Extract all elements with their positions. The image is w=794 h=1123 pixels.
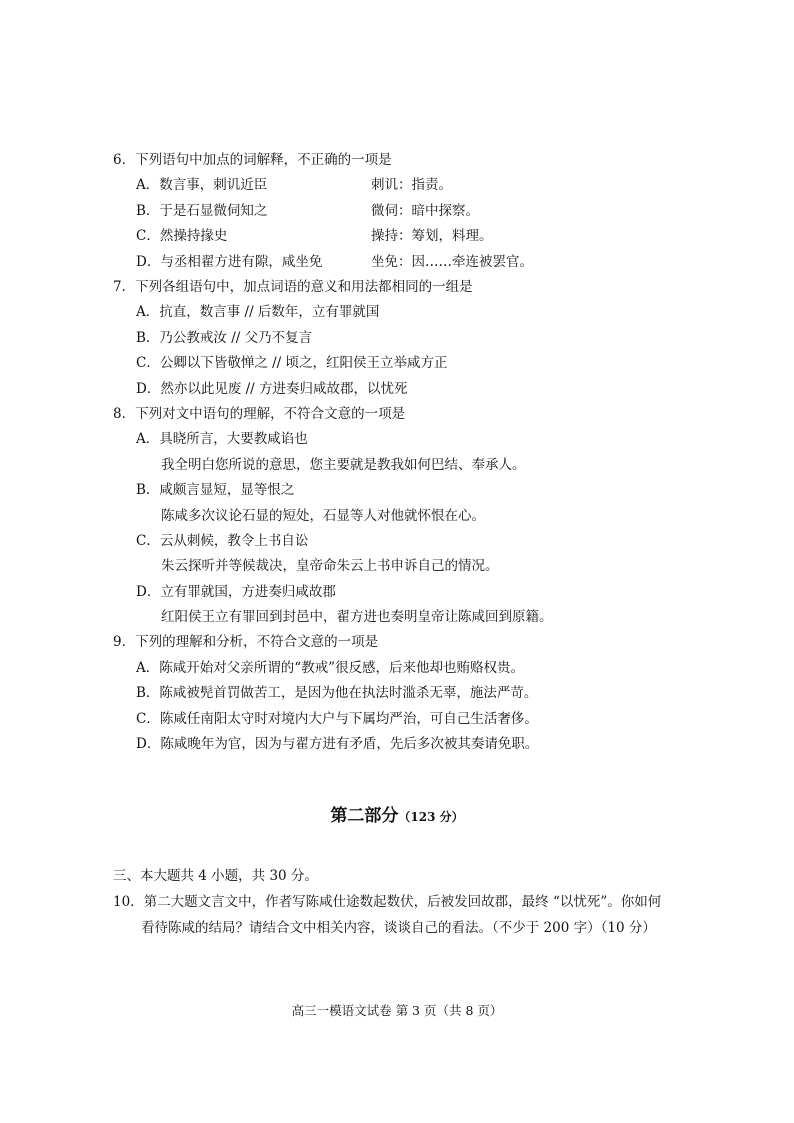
q8-option-a: A．具晓所言，大要教咸谄也 <box>136 431 308 447</box>
q6-option-b-note: 微伺：暗中探察。 <box>371 203 479 219</box>
question-10-line1: 10．第二大题文言文中，作者写陈咸仕途数起数伏，后被发回故郡，最终 “以忧死”。你如何 <box>113 894 662 910</box>
q6-option-a: A．数言事，刺讥近臣 <box>136 177 268 193</box>
q6-option-d-note: 坐免：因……牵连被罢官。 <box>371 254 533 270</box>
q6-option-c: C．然操持掾史 <box>136 228 228 244</box>
q6-option-c-note: 操持：筹划，料理。 <box>371 228 493 244</box>
section-three-heading: 三、本大题共 4 小题，共 30 分。 <box>113 868 318 884</box>
q7-option-b: B．乃公教戒汝 // 父乃不复言 <box>136 330 313 346</box>
q9-option-b: B．陈咸被髡首罚做苦工，是因为他在执法时滥杀无辜，施法严苛。 <box>136 685 538 701</box>
question-6-stem: 6．下列语句中加点的词解释，不正确的一项是 <box>113 152 392 168</box>
q8-option-b-explain: 陈咸多次议论石显的短处，石显等人对他就怀恨在心。 <box>161 508 485 524</box>
q7-option-c: C．公卿以下皆敬惮之 // 顷之，红阳侯王立举咸方正 <box>136 355 448 371</box>
question-10-line2: 看待陈咸的结局？请结合文中相关内容，谈谈自己的看法。（不少于 200 字）（10 分） <box>141 920 656 936</box>
part-two-title: 第二部分 <box>330 806 399 826</box>
page-footer: 高三一模语文试卷 第 3 页（共 8 页） <box>291 1003 503 1018</box>
q8-option-b: B．咸颇言显短，显等恨之 <box>136 482 295 498</box>
part-two-score: （123 分） <box>398 810 464 824</box>
q7-option-d: D．然亦以此见废 // 方进奏归咸故郡，以忧死 <box>136 381 408 397</box>
q9-option-a: A．陈咸开始对父亲所谓的“教戒”很反感，后来他却也贿赂权贵。 <box>136 660 525 676</box>
q8-option-d-explain: 红阳侯王立有罪回到封邑中，翟方进也奏明皇帝让陈咸回到原籍。 <box>161 609 553 625</box>
q7-option-a: A．抗直，数言事 // 后数年，立有罪就国 <box>136 304 380 320</box>
q6-option-a-note: 刺讥：指责。 <box>371 177 452 193</box>
q6-option-b: B．于是石显微伺知之 <box>136 203 268 219</box>
q8-option-d: D．立有罪就国，方进奏归咸故郡 <box>136 584 336 600</box>
q8-option-c: C．云从刺候，教令上书自讼 <box>136 533 309 549</box>
q8-option-c-explain: 朱云探听并等候裁决，皇帝命朱云上书申诉自己的情况。 <box>161 558 499 574</box>
question-9-stem: 9．下列的理解和分析，不符合文意的一项是 <box>113 634 379 650</box>
question-7-stem: 7．下列各组语句中，加点词语的意义和用法都相同的一组是 <box>113 279 473 295</box>
q9-option-c: C．陈咸任南阳太守时对境内大户与下属均严治，可自己生活奢侈。 <box>136 711 538 727</box>
q6-option-d: D．与丞相翟方进有隙，咸坐免 <box>136 254 323 270</box>
q8-option-a-explain: 我全明白您所说的意思，您主要就是教我如何巴结、奉承人。 <box>161 457 526 473</box>
question-8-stem: 8．下列对文中语句的理解，不符合文意的一项是 <box>113 406 406 422</box>
part-two-heading <box>0 806 794 827</box>
q9-option-d: D．陈咸晚年为官，因为与翟方进有矛盾，先后多次被其奏请免职。 <box>136 736 539 752</box>
